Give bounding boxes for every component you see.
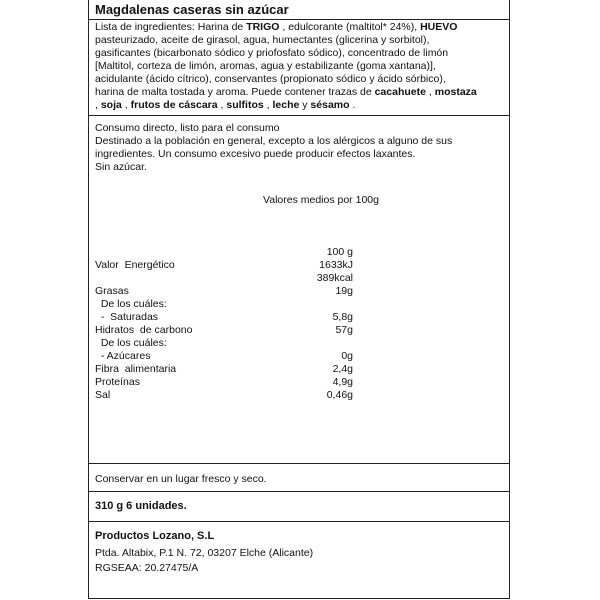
nutrition-heading: Valores medios por 100g <box>263 194 379 206</box>
nutrition-row <box>95 376 355 389</box>
ingredient-text: y <box>299 99 311 111</box>
ingredient-text: , <box>121 99 131 111</box>
divider <box>89 491 509 492</box>
ingredients-line <box>95 60 505 73</box>
nutrient-label: Sal <box>95 389 111 401</box>
ingredients-list <box>95 21 505 112</box>
allergen-text: HUEVO <box>420 21 458 33</box>
nutrition-row <box>95 389 355 402</box>
ingredient-text: , <box>425 86 435 98</box>
registry-number: RGSEAA: 20.27475/A <box>95 562 199 574</box>
divider <box>89 521 509 522</box>
nutrition-row <box>95 324 355 337</box>
nutrient-value: 19g <box>335 285 353 297</box>
nutrient-label: Proteínas <box>95 376 140 388</box>
nutrient-label: - Saturadas <box>95 311 159 323</box>
ingredient-text: , edulcorante (maltitol* 24%), <box>279 21 421 33</box>
nutrition-row <box>95 350 355 363</box>
ingredient-text: Lista de ingredientes: Harina de <box>95 21 247 33</box>
ingredient-text: , <box>217 99 227 111</box>
divider <box>89 463 509 464</box>
ingredients-line <box>95 34 505 47</box>
ingredients-line <box>95 21 505 34</box>
nutrient-value: 57g <box>335 324 353 336</box>
nutrition-row <box>95 363 355 376</box>
net-quantity: 310 g 6 unidades. <box>95 500 187 512</box>
nutrient-label: De los cuáles: <box>95 298 167 310</box>
allergen-text: TRIGO <box>246 21 280 33</box>
allergen-text: sésamo <box>310 99 350 111</box>
nutrient-value: 4,9g <box>332 376 353 388</box>
nutrition-row <box>95 311 355 324</box>
allergen-text: sulfitos <box>226 99 264 111</box>
nutrition-row <box>95 259 355 272</box>
nutrient-label: - Azúcares <box>95 350 151 362</box>
nutrition-row <box>95 337 355 350</box>
allergen-text: soja <box>100 99 122 111</box>
nutrition-row <box>95 285 355 298</box>
nutrient-value: 0,46g <box>326 389 353 401</box>
company-address: Ptda. Altabix, P.1 N. 72, 03207 Elche (Alicante) <box>95 547 314 559</box>
nutrient-label: Grasas <box>95 285 129 297</box>
usage-line: Consumo directo, listo para el consumo <box>95 122 280 134</box>
product-title: Magdalenas caseras sin azúcar <box>95 2 289 17</box>
usage-line: Sin azúcar. <box>95 161 147 173</box>
ingredient-text: acidulante (ácido cítrico), conservantes (propionato sódico y ácido sórbico), <box>95 73 446 85</box>
nutrition-row <box>95 298 355 311</box>
nutrient-label: Fibra alimentaria <box>95 363 177 375</box>
ingredients-line <box>95 47 505 60</box>
nutrient-value: 100 g <box>326 246 353 258</box>
ingredient-text: gasificantes (bicarbonato sódico y priofosfato sódico), concentrado de limón <box>95 47 449 59</box>
usage-info <box>95 122 505 174</box>
allergen-text: cacahuete <box>374 86 426 98</box>
usage-line: Destinado a la población en general, excepto a los alérgicos a alguno de sus <box>95 135 453 147</box>
allergen-text: leche <box>272 99 300 111</box>
company-name: Productos Lozano, S.L <box>95 530 215 542</box>
ingredient-text: , <box>263 99 273 111</box>
ingredient-text: [Maltitol, corteza de limón, aromas, agua y estabilizante (goma xantana)], <box>95 60 436 72</box>
nutrition-row <box>95 272 355 285</box>
ingredient-text: . <box>349 99 356 111</box>
storage-instructions: Conservar en un lugar fresco y seco. <box>95 473 267 485</box>
nutrient-label: Hidratos de carbono <box>95 324 193 336</box>
divider <box>89 115 509 116</box>
nutrient-value: 0g <box>341 350 353 362</box>
ingredient-text: harina de malta tostada y aroma. Puede contener trazas de <box>95 86 375 98</box>
allergen-text: mostaza <box>434 86 477 98</box>
usage-line: ingredientes. Un consumo excesivo puede producir efectos laxantes. <box>95 148 416 160</box>
nutrient-value: 2,4g <box>332 363 353 375</box>
nutrient-value: 5,8g <box>332 311 353 323</box>
ingredient-text: , <box>95 99 101 111</box>
nutrient-label: Valor Energético <box>95 259 175 271</box>
ingredients-line <box>95 86 505 99</box>
nutrient-value: 389kcal <box>316 272 353 284</box>
allergen-text: frutos de cáscara <box>130 99 218 111</box>
nutrient-value: 1633kJ <box>319 259 353 271</box>
ingredient-text: pasteurizado, aceite de girasol, agua, humectantes (glicerina y sorbitol), <box>95 34 430 46</box>
nutrient-label: De los cuáles: <box>95 337 167 349</box>
ingredients-line <box>95 99 505 112</box>
divider <box>89 19 509 20</box>
ingredients-line <box>95 73 505 86</box>
nutrition-row <box>95 246 355 259</box>
